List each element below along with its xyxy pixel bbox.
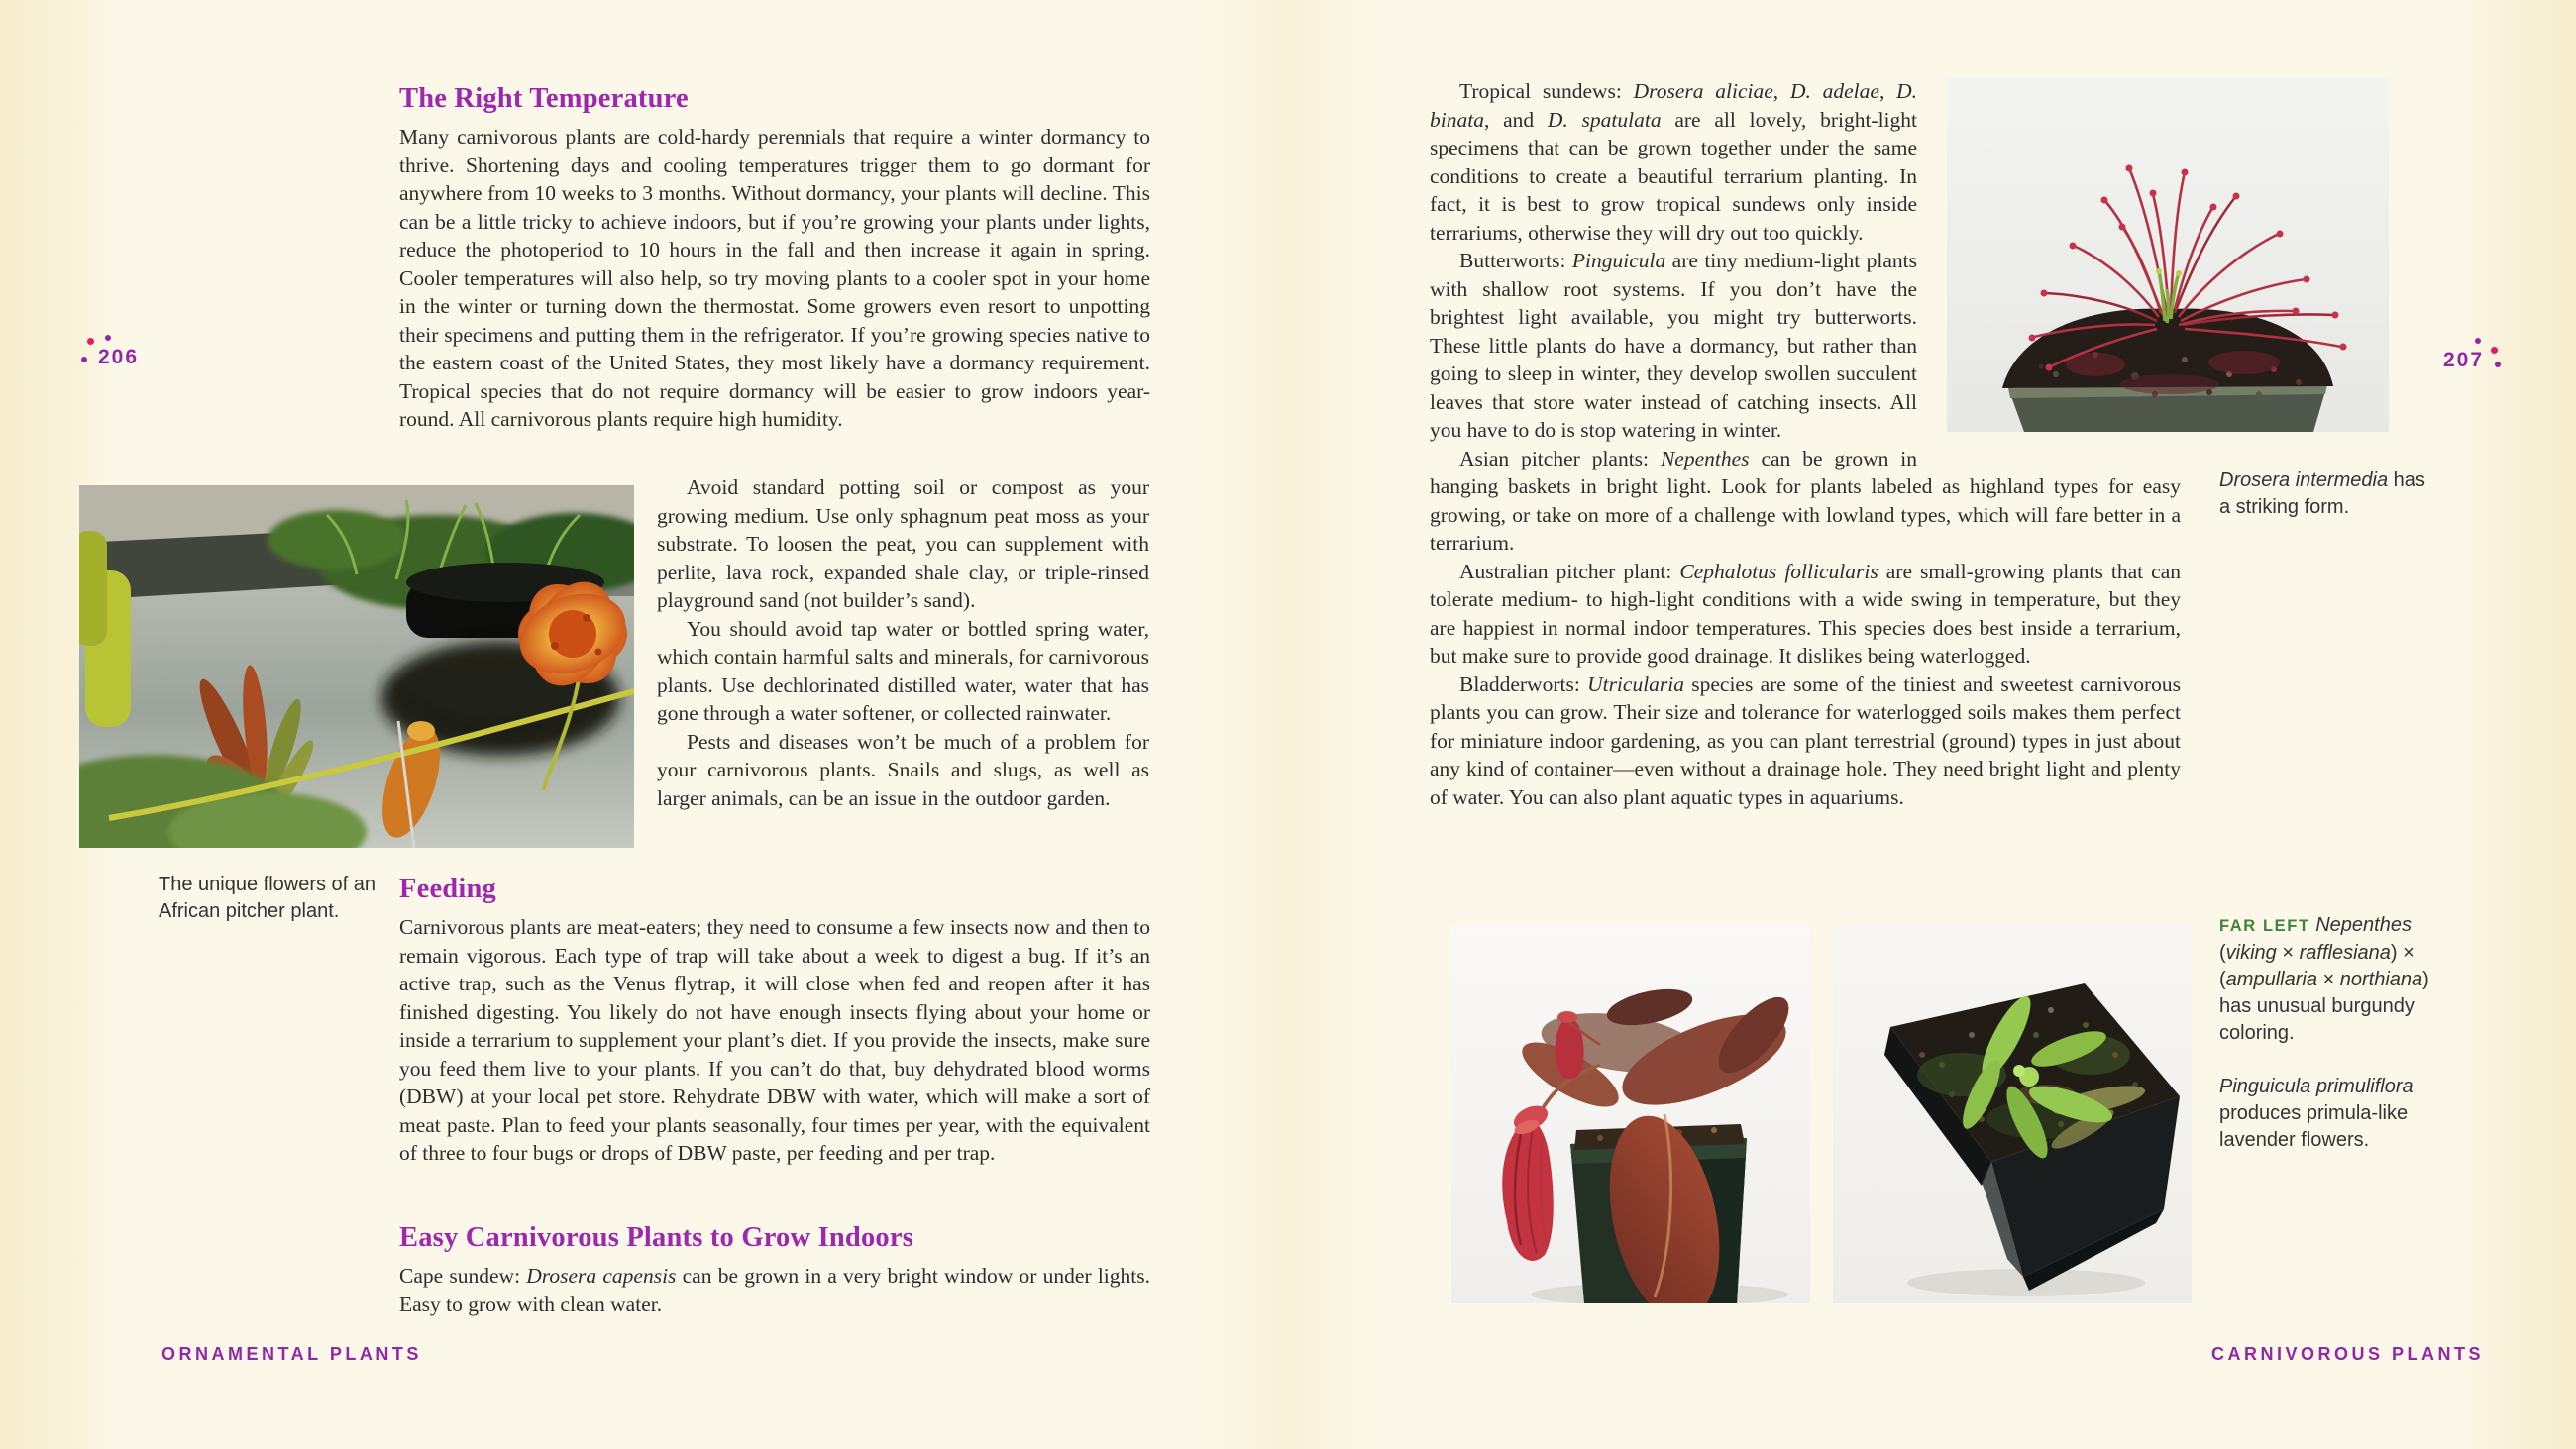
page-dot xyxy=(105,335,111,341)
paragraph-tropical-sundews: Tropical sundews: Drosera aliciae, D. adelae, D. binata, and D. spatulata are all lovely, bright-light specimens that can be grown together under the same conditions to create a beautiful terrarium planting. In fact, it is best to grow tropical sundews only inside terrariums, otherwise they will dry out too quickly. xyxy=(1430,79,1918,245)
page-dot xyxy=(2495,362,2501,367)
pinguicula-photo xyxy=(1833,926,2192,1303)
far-left-label: FAR LEFT xyxy=(2219,917,2310,935)
page-dot xyxy=(87,338,94,345)
drosera-photo-caption: Drosera intermedia has a striking form. xyxy=(2219,469,2425,518)
paragraph-australian-pitcher-plant: Australian pitcher plant: Cephalotus follicularis are small-growing plants that can tolerate medium- to high-light conditions with a wide swing in temperature, but they are happiest in normal indoor temperatures. This species does best inside a terrarium, but make sure to provide good drainage. It dislikes being waterlogged. xyxy=(1430,559,2181,668)
section-heading: Feeding xyxy=(399,874,496,904)
pond-photo xyxy=(79,485,634,848)
paragraph: Pests and diseases won’t be much of a problem for your carnivorous plants. Snails and slugs, as well as larger animals, can be an issue in the outdoor garden. xyxy=(657,729,1149,810)
pinguicula-photo-illustration xyxy=(1833,926,2192,1303)
pond-photo-caption: The unique flowers of an African pitcher plant. xyxy=(159,874,376,922)
paragraph-asian-pitcher-plants: Asian pitcher plants: Nepenthes can be grown in hanging baskets in bright light. Look for plants labeled as highland types for easy growing, or take on more of a challenge with lowland types, which will fare better in a terrarium. xyxy=(1430,446,2181,555)
section-heading: The Right Temperature xyxy=(399,83,689,114)
running-footer-right: CARNIVOROUS PLANTS xyxy=(2211,1344,2485,1364)
bottom-caption-block xyxy=(2219,912,2461,1154)
drosera-photo-illustration xyxy=(1947,77,2389,432)
section-body: Cape sundew: Drosera capensis can be grown in a very bright window or under lights. Easy to grow with clean water. xyxy=(399,1264,1150,1316)
paragraph-bladderworts: Bladderworts: Utricularia species are some of the tiniest and sweetest carnivorous plants you can grow. Their size and tolerance for waterlogged soils makes them perfect for miniature indoor gardening, as you can plant terrestrial (ground) types in just about any kind of container—even without a drainage hole. They need bright light and plenty of water. You can also plant aquatic types in aquariums. xyxy=(1430,672,2181,809)
nepenthes-caption xyxy=(2219,912,2461,1047)
page-number-right xyxy=(2435,328,2534,375)
section-feeding xyxy=(399,874,1150,1168)
page-dot xyxy=(2475,338,2481,344)
section-right-temperature xyxy=(399,83,1150,434)
pinguicula-caption: Pinguicula primuliflora produces primula-like lavender flowers. xyxy=(2219,1076,2414,1151)
drosera-photo xyxy=(1947,77,2389,432)
nepenthes-photo xyxy=(1451,926,1810,1303)
page-number-label: 206 xyxy=(98,346,140,368)
nepenthes-photo-illustration xyxy=(1451,926,1810,1303)
nepenthes-caption-text: Nepenthes (viking × rafflesiana) × (ampullaria × northiana) has unusual burgundy coloring. xyxy=(2219,914,2429,1044)
page-dot xyxy=(81,357,87,362)
section-easy-plants xyxy=(399,1222,1150,1318)
page-number-label: 207 xyxy=(2443,349,2485,371)
paragraph-butterworts: Butterworts: Pinguicula are tiny medium-light plants with shallow root systems. If you don’t have the brightest light available, you might try butterworts. These little plants do have a dormancy, but rather than going to sleep in winter, they develop swollen succulent leaves that store water instead of catching insects. All you have to do is stop watering in winter. xyxy=(1430,249,1917,442)
section-body: Carnivorous plants are meat-eaters; they need to consume a few insects now and then to remain vigorous. Each type of trap will take about a week to digest a bug. If it’s an active trap, such as the Venus flytrap, it will close when fed and reopen after it has finished digesting. You likely do not have enough insects flying about your home or inside a terrarium to supplement your plant’s diet. If you provide the insects, make sure you feed them live to your plants. If you can’t do that, buy dehydrated blood worms (DBW) at your local pet store. Rehydrate DBW with water, which will make a sort of meat paste. Plan to feed your plants seasonally, four times per year, with the equivalent of three to four bugs or drops of DBW paste, per feeding and per trap. xyxy=(399,915,1150,1165)
section-body: Many carnivorous plants are cold-hardy perennials that require a winter dormancy to thrive. Shortening days and cooling temperatures trigger them to go dormant for anywhere from 10 weeks to 3 months. Without dormancy, your plants will decline. This can be a little tricky to achieve indoors, but if you’re growing your plants under lights, reduce the photoperiod to 10 hours in the fall and then increase it again in spring. Cooler temperatures will also help, so try moving plants to a cooler spot in your home in the winter or turning down the thermostat. Some growers even resort to unpotting their specimens and putting them in the refrigerator. If you’re growing species native to the eastern coast of the United States, they most likely have a dormancy requirement. Tropical species that do not require dormancy will be easier to grow indoors year-round. All carnivorous plants require high humidity. xyxy=(399,125,1150,431)
page-number-left xyxy=(61,328,161,375)
substrate-paragraphs xyxy=(657,473,1149,812)
right-page-text xyxy=(1430,77,2181,811)
section-heading: Easy Carnivorous Plants to Grow Indoors xyxy=(399,1222,914,1253)
paragraph: Avoid standard potting soil or compost as your growing medium. Use only sphagnum peat moss as your substrate. To loosen the peat, you can supplement with perlite, lava rock, expanded shale clay, or triple-rinsed playground sand (not builder’s sand). xyxy=(657,475,1149,612)
page-dot xyxy=(2491,347,2498,354)
pond-photo-illustration xyxy=(79,485,634,848)
paragraph: You should avoid tap water or bottled spring water, which contain harmful salts and minerals, for carnivorous plants. Use dechlorinated distilled water, water that has gone through a water softener, or collected rainwater. xyxy=(657,616,1149,725)
running-footer-left: ORNAMENTAL PLANTS xyxy=(161,1344,422,1364)
